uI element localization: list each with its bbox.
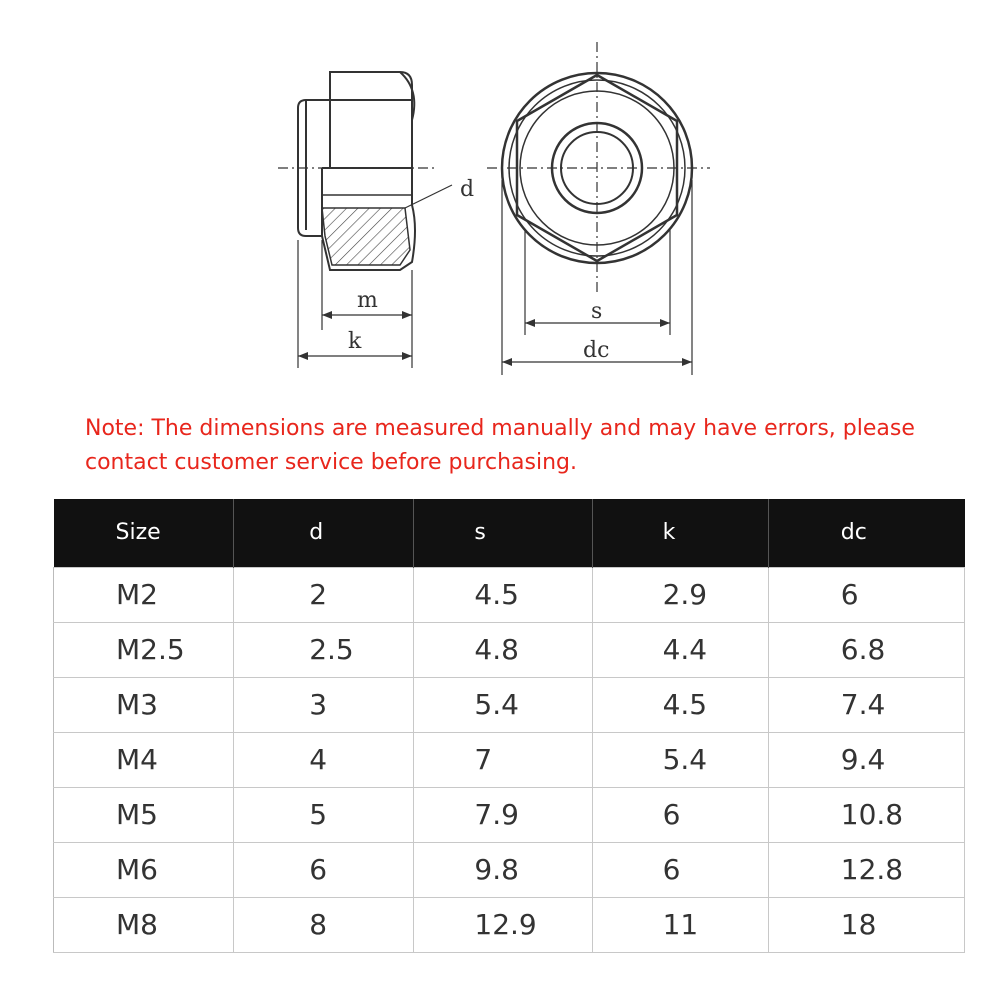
- table-cell: 3: [234, 677, 414, 732]
- header-d: d: [234, 499, 414, 567]
- header-s: s: [414, 499, 592, 567]
- table-cell: 7.9: [414, 787, 592, 842]
- table-cell: 9.8: [414, 842, 592, 897]
- table-cell: 2: [234, 567, 414, 622]
- table-row: [54, 787, 965, 842]
- header-dc: dc: [768, 499, 964, 567]
- table-cell: M8: [54, 897, 234, 952]
- table-cell: 5.4: [414, 677, 592, 732]
- table-row: [54, 842, 965, 897]
- table-cell: M4: [54, 732, 234, 787]
- table-cell: 4.5: [414, 567, 592, 622]
- table-cell: 8: [234, 897, 414, 952]
- table-cell: 6: [592, 787, 768, 842]
- front-view: [487, 42, 710, 375]
- table-row: [54, 622, 965, 677]
- table-cell: 7.4: [768, 677, 964, 732]
- table-cell: 10.8: [768, 787, 964, 842]
- table-cell: 18: [768, 897, 964, 952]
- table-cell: M2: [54, 567, 234, 622]
- table-cell: 5.4: [592, 732, 768, 787]
- label-d: d: [460, 177, 475, 202]
- table-cell: 6.8: [768, 622, 964, 677]
- table-cell: M5: [54, 787, 234, 842]
- table-cell: 4.8: [414, 622, 592, 677]
- table-cell: 4: [234, 732, 414, 787]
- table-row: [54, 567, 965, 622]
- table-row: [54, 677, 965, 732]
- table-cell: 7: [414, 732, 592, 787]
- table-cell: 2.5: [234, 622, 414, 677]
- table-cell: 6: [592, 842, 768, 897]
- table-row: [54, 897, 965, 952]
- table-cell: 6: [768, 567, 964, 622]
- side-view: [278, 72, 452, 368]
- header-size: Size: [54, 499, 234, 567]
- nut-technical-drawing: [0, 0, 1000, 400]
- table-cell: 12.8: [768, 842, 964, 897]
- table-cell: 6: [234, 842, 414, 897]
- dimension-table: [53, 499, 965, 953]
- disclaimer-note: Note: The dimensions are measured manually and may have errors, please contact customer service before purchasing.: [85, 416, 915, 475]
- table-cell: 5: [234, 787, 414, 842]
- table-cell: M3: [54, 677, 234, 732]
- table-cell: 4.5: [592, 677, 768, 732]
- table-cell: 12.9: [414, 897, 592, 952]
- table-cell: M2.5: [54, 622, 234, 677]
- table-header-row: [54, 499, 965, 567]
- table-row: [54, 732, 965, 787]
- header-k: k: [592, 499, 768, 567]
- table-cell: 9.4: [768, 732, 964, 787]
- table-cell: M6: [54, 842, 234, 897]
- table-cell: 11: [592, 897, 768, 952]
- label-s: s: [591, 299, 603, 324]
- label-dc: dc: [583, 338, 610, 363]
- table-cell: 2.9: [592, 567, 768, 622]
- label-k: k: [348, 329, 362, 354]
- label-m: m: [357, 288, 378, 313]
- table-cell: 4.4: [592, 622, 768, 677]
